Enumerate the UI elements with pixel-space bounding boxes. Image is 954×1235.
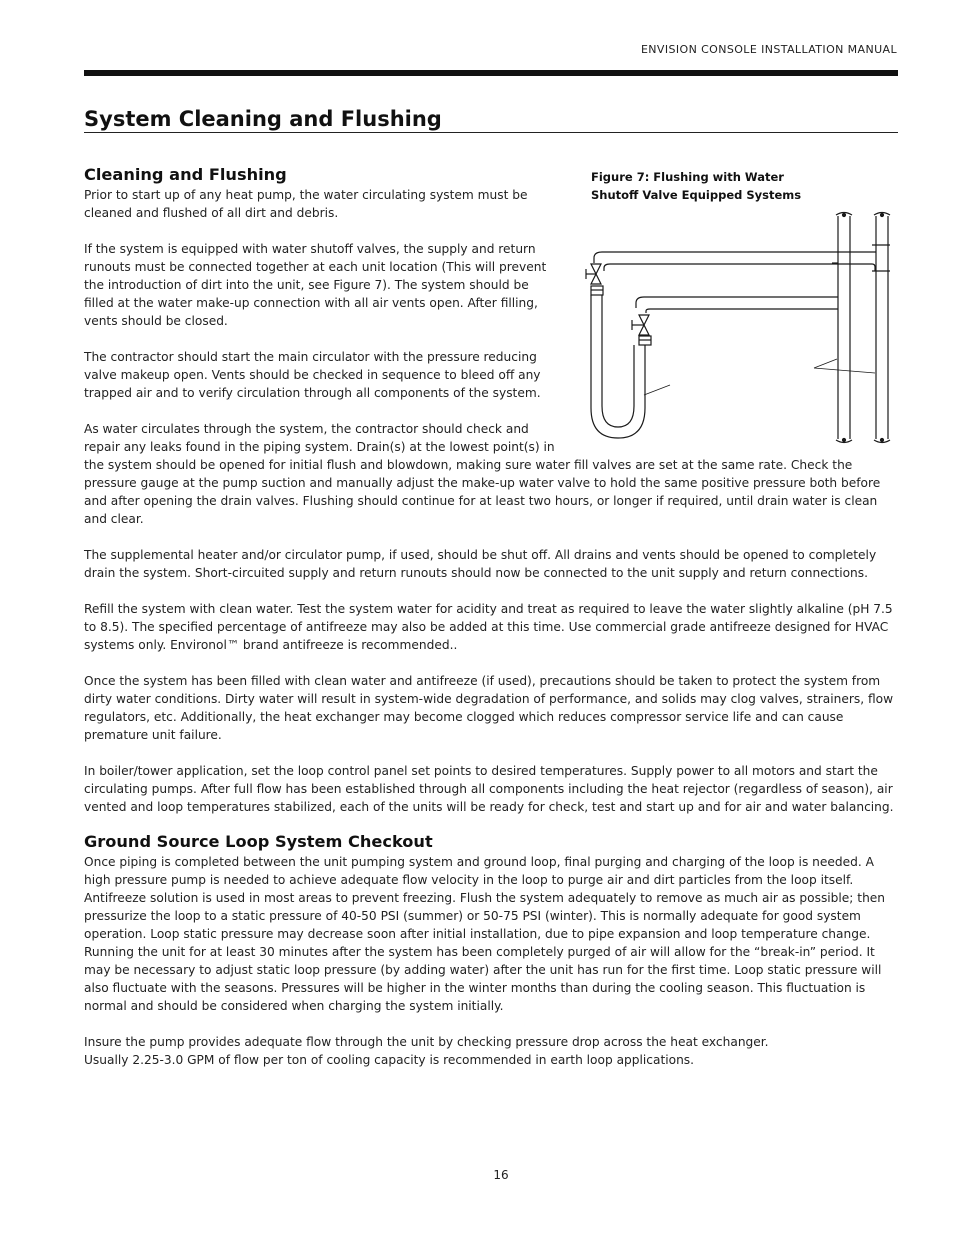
running-header: ENVISION CONSOLE INSTALLATION MANUAL bbox=[640, 43, 897, 56]
paragraph: Once the system has been filled with clean water and antifreeze (if used), precautions should be taken to protect the system from dirty water conditions. Dirty water will result in system-wide degradation of performance, and solids may clog valves, strainers, flow regulators, etc. Additionally, the heat exchanger may become clogged which reduces compressor service life and can cause premature unit failure. bbox=[84, 674, 894, 742]
paragraph: As water circulates through the system, the contractor should check and repair any leaks found in the piping system. Drain(s) at the lowest point(s) in the system should be opened for initial flush and blowdown, making sure water fill valves are set at the same rate. Check the pressure gauge at the pump suction and manually adjust the make-up water valve to hold the same positive pressure both before and after opening the drain valves. Flushing should continue for at least two hours, or longer if required, until drain water is clean and clear. bbox=[84, 422, 881, 526]
paragraph: Usually 2.25-3.0 GPM of flow per ton of cooling capacity is recommended in earth loop applications. bbox=[84, 1053, 695, 1067]
ground-loop-heading: Ground Source Loop System Checkout bbox=[84, 832, 433, 851]
page-number: 16 bbox=[493, 1168, 509, 1182]
paragraph: Prior to start up of any heat pump, the water circulating system must be cleaned and flushed of all dirt and debris. bbox=[84, 188, 528, 220]
paragraph: Refill the system with clean water. Test the system water for acidity and treat as required to leave the water slightly alkaline (pH 7.5 to 8.5). The specified percentage of antifreeze may also be added at this time. Use commercial grade antifreeze designed for HVAC systems only. Environol™ brand antifreeze is recommended.. bbox=[84, 602, 893, 652]
figure-caption-line-1: Figure 7: Flushing with Water bbox=[591, 170, 784, 184]
paragraph: In boiler/tower application, set the loop control panel set points to desired temperatures. Supply power to all motors and start the circulating pumps. After full flow has been established through all components including the heat rejector (regardless of season), air vented and loop temperatures stabilized, each of the units will be ready for check, test and start up and for air and water balancing. bbox=[84, 764, 894, 814]
cleaning-flushing-heading: Cleaning and Flushing bbox=[84, 165, 287, 184]
figure-7 bbox=[582, 163, 898, 448]
figure-caption-line-2: Shutoff Valve Equipped Systems bbox=[591, 188, 802, 202]
paragraph: If the system is equipped with water shutoff valves, the supply and return runouts must be connected together at each unit location (This will prevent the introduction of dirt into the unit, see Figure 7). The system should be filled at the water make-up connection with all air vents open. After filling, vents should be closed. bbox=[84, 242, 547, 328]
page-title: System Cleaning and Flushing bbox=[84, 108, 898, 133]
paragraph: Insure the pump provides adequate flow through the unit by checking pressure drop across the heat exchanger. bbox=[84, 1035, 769, 1049]
flushing-diagram bbox=[582, 163, 898, 448]
figure-caption bbox=[591, 168, 851, 204]
header-rule bbox=[84, 70, 898, 76]
paragraph: Once piping is completed between the unit pumping system and ground loop, final purging and charging of the loop is needed. A high pressure pump is needed to achieve adequate flow velocity in the loop to purge air and dirt particles from the loop itself. Antifreeze solution is used in most areas to prevent freezing. Flush the system adequately to remove as much air as possible; then pressurize the loop to a static pressure of 40-50 PSI (summer) or 50-75 PSI (winter). This is normally adequate for good system operation. Loop static pressure may decrease soon after initial installation, due to pipe expansion and loop temperature change. Running the unit for at least 30 minutes after the system has been completely purged of air will allow for the “break-in” period. It may be necessary to adjust static loop pressure (by adding water) after the unit has run for the first time. Loop static pressure will also fluctuate with the seasons. Pressures will be higher in the winter months than during the cooling season. This fluctuation is normal and should be considered when charging the system initially. bbox=[84, 855, 886, 1013]
page-body bbox=[84, 163, 898, 1069]
paragraph: The supplemental heater and/or circulator pump, if used, should be shut off. All drains and vents should be opened to completely drain the system. Short-circuited supply and return runouts should now be connected to the unit supply and return connections. bbox=[84, 548, 877, 580]
paragraph: The contractor should start the main circulator with the pressure reducing valve makeup open. Vents should be checked in sequence to bleed off any trapped air and to verify circulation through all components of the system. bbox=[84, 350, 541, 400]
